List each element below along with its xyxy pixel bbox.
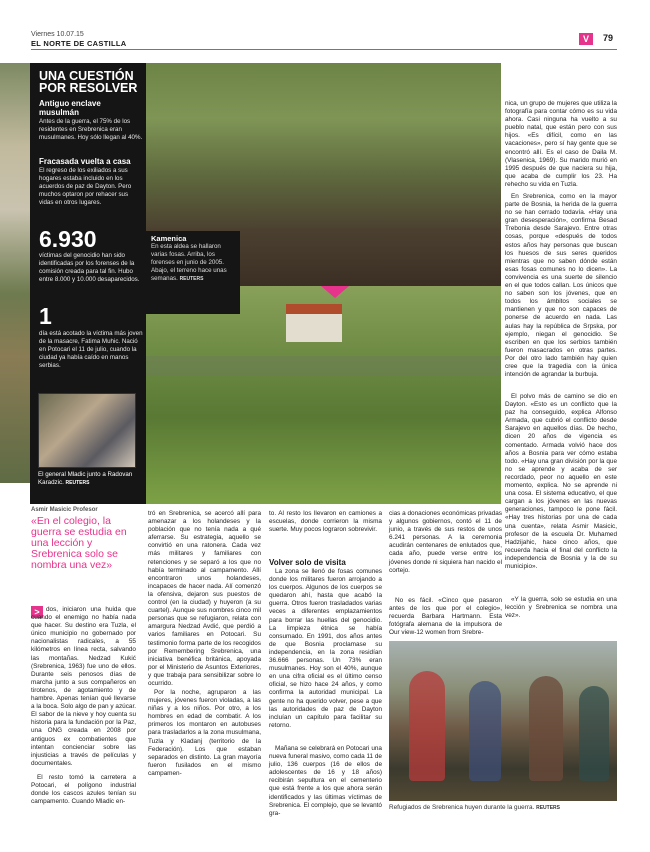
header-rule — [31, 49, 617, 50]
body-col5: nica, un grupo de mujeres que utiliza la fotografía para contar cómo es su vida ahora. Casi ninguna ha vuelto a su pueblo natal, que están pero con sus hijos. «Es difícil, como en las vacaciones», pero sí hay gente que se encontró allí. Es el caso de Daila M. (Vlasenica, 1969). Su marido murió en 1995 después de que naciera su hija, que acaba de cumplir los 23. Ha rehecho su vida en Tuzla. — [505, 100, 617, 188]
body-col4b: No es fácil. «Cinco que pasaron antes de los que por el colegio», recuerda Barbara Hartmann. Esta fotógrafa alemana de la impulsora de Our view-12 women from Srebre- — [389, 597, 502, 637]
stat1-text: víctimas del genocidio han sido identificadas por los forenses de la comisión creada para tal fin. Hubo entre 8.000 y 10.000 desaparecidos. — [39, 252, 140, 283]
refugees-caption — [389, 804, 617, 811]
field-house-shape — [286, 304, 342, 342]
pink-arrow-marker — [321, 286, 349, 298]
body-col5d: «Y la guerra, solo se estudia en una lección y Srebrenica se nombra una vez». — [505, 596, 617, 620]
body-col1b: El resto tomó la carretera a Potocari, el polígono industrial donde los cascos azules tenían su campamento. Cuando Mladic en- — [31, 774, 136, 806]
sidebar-sec1-text: Antes de la guerra, el 75% de los residentes en Srebrenica eran musulmanes. Hoy sólo llegan al 40%. — [39, 118, 143, 141]
page-date: Viernes 10.07.15 — [31, 31, 84, 38]
body-col3c: Mañana se celebrará en Potocari una nueva funeral masivo, como cada 11 de julio, 136 cuerpos (16 de ellos de adolescentes de 16 y 18 años) recibirán sepultura en el cementerio que está frente a los que ahora serán identificados y las últimas víctimas de Srebrenica. El complejo, que se levantó gra- — [269, 745, 382, 817]
page-number: 79 — [603, 33, 614, 43]
kamenica-text-body: En esta aldea se hallaron varias fosas. Arriba, los forenses en junio de 2005. Abajo, el terreno hace unas semanas. — [151, 243, 227, 282]
chevron-right-icon: > — [31, 606, 43, 618]
refugee-figure — [409, 671, 445, 781]
body-col4: cias a donaciones económicas privadas y algunos gobiernos, contó el 11 de junio, a través de sus restos de unos 6.241 personas. A la ceremonia acudirán centenares de enlutados que, cada año, puede verse entre los jóvenes donde ni siquiera han nacido el cortejo. — [389, 510, 502, 574]
sidebar-sec2-heading: Fracasada vuelta a casa — [39, 157, 131, 166]
karadzic-credit: REUTERS — [65, 480, 90, 486]
body-col1: dos, iniciaron una huida que cuando el enemigo no había nada que hacer. Su destino era Tuzla, el único municipio no gobernado por nacionalistas radicales, a 55 kilómetros en línea recta, salvando las montañas. Nedzad Kukić (Srebrenica, 1963) fue uno de ellos. Durante seis penosos días de marcha junto a sus compañeros en tirotenos, de agotamiento y de hambre. Apenas tenían qué llevarse a la boca. Solo algo de pan y azúcar. El sabor de la nieve y hoy cuenta su historia para la fundación por la Paz, una ONG creada en 2008 por antiguos ex combatientes que intentan concienciar sobre las injusticias a través de películas y documentales. — [31, 606, 136, 767]
stat2-text: día está acotado la víctima más joven de la masacre, Fatima Muhic. Nació en Potocari el 11 de julio, cuando la ciudad ya había caído en manos serbias. — [39, 330, 143, 369]
karadzic-caption-text: El general Mladic junto a Radovan Karadzic. — [38, 471, 133, 486]
subheading-volver: Volver solo de visita — [269, 558, 346, 567]
refugees-caption-text: Refugiados de Srebrenica huyen durante la guerra. — [389, 804, 535, 811]
kamenica-credit: REUTERS — [179, 276, 204, 282]
sidebar-sec1-heading: Antiguo enclave musulmán — [39, 99, 101, 117]
body-col2b: Por la noche, agruparon a las mujeres, jóvenes fueron violadas, a las niñas y a los niños. Por otro, a los hombres en edad de combatir. A los primeros los montaron en autobuses para trasladarlos a la zona musulmana, Tuzla y Kladanj (territorio de la Federación). Los que estaban separados en distinto. La gran mayoría fueron fusilados en el mismo campamen- — [148, 689, 261, 777]
kamenica-text — [151, 243, 235, 283]
refugees-credit: REUTERS — [536, 805, 560, 811]
quote-author: Asmir Masicic Profesor — [31, 507, 98, 513]
sidebar-sec2-text: El regreso de los exiliados a sus hogares estaba incluido en los acuerdos de paz de Dayton. Pero muchos optaron por rehacer sus vidas en otros lugares. — [39, 167, 132, 206]
kamenica-caption-box — [146, 231, 240, 314]
refugee-figure — [469, 681, 501, 781]
quote-text: «En el colegio, la guerra se estudia en una lección y Srebrenica solo se nombra una vez» — [31, 515, 127, 571]
stat1-value: 6.930 — [39, 226, 97, 252]
pull-quote — [31, 507, 136, 592]
section-logo: V — [579, 33, 593, 45]
refugees-photo — [389, 641, 617, 801]
body-col5b: En Srebrenica, como en la mayor parte de Bosnia, la herida de la guerra no se han cerrado todavía. «Hay una gran desesperación», confirma Besad Trebonia desde Sarajevo. Entre otras cosas, porque «después de todos estos años hay personas que buscan los huesos de sus seres queridos mientras que no saben dónde están esas fosas comunes no lo dicen». La convivencia es una suerte de silencio en el que todos callan. Los únicos que no saben son los jóvenes, que en todos los ámbitos sociales se mantienen y que no son capaces de ponerse de acuerdo en nada. Las aulas hay la república de Srpska, por ejemplo, niegan el genocidio. Se escriben en que los serbios también fueron masacrados en otras partes. Por del otro lado también hay quien cree que la tragedia con la única intención de agrandar la burbuja. — [505, 193, 617, 379]
newspaper-name: EL NORTE DE CASTILLA — [31, 39, 127, 48]
karadzic-caption — [38, 471, 142, 487]
refugee-figure — [529, 676, 563, 781]
body-col3b: La zona se llenó de fosas comunes donde los militares fueron arrojando a los cuerpos. Algunos de los cuerpos se quedaron ahí, hasta que acabó la guerra. Otros fueron trasladados varias veces a diferentes emplazamientos para borrar las huellas del genocidio. La limpieza étnica se había consumado. En 1991, dos años antes de que Bosnia proclamase su independencia, en la zona residían 36.666 personas. Un 73% eran musulmanes. Hoy son el 40%, aunque en una cifra oficial es el último censo oficial, se hizo hace 24 años, y como confirma la autoridad municipal. La gente no ha querido volver, pese a que las autoridades de paz de Dayton incluían un capítulo para facilitar su retorno. — [269, 568, 382, 729]
mladic-karadzic-photo — [38, 393, 136, 468]
kamenica-heading: Kamenica — [151, 234, 187, 243]
left-edge-photo — [0, 63, 30, 483]
stat2-value: 1 — [39, 303, 52, 329]
body-col2: tró en Srebrenica, se acercó allí para amenazar a los holandeses y la población que no tenía nada a qué aferrarse. Su estrategia, aquello se convirtió en una ratonera. Cada vez más militares y familiares con retenciones y se separó a los que no había terminado al campamento. Allí encontraron unos holandeses, incapaces de hacer nada. Alí comenzó la ofensiva, dejaron sus puestos de control (en la ciudad) y huyeron (a su cuartel). Aunque sus nombres cinco mil personas que se refugiaron, relata con amargura Nedzad Avdić, que perdió a varios familiares en Potocari. Su testimonio forma parte de los recogidos por Remembering Srebrenica, una iniciativa benéfica británica, apoyada por el Ministerio de Asuntos Exteriores, y que trabaja para sensibilizar sobre lo ocurrido. — [148, 510, 261, 687]
body-col3: to. Al resto los llevaron en camiones a escuelas, donde corrieron la misma suerte. Muy pocos lograron sobrevivir. — [269, 510, 382, 534]
sidebar-title: UNA CUESTIÓN POR RESOLVER — [39, 69, 138, 95]
refugee-figure — [579, 686, 609, 781]
body-col5c: El polvo más de camino se dio en Dayton. «Esto es un conflicto que la paz ha conseguido, explica Alfonso Armada, que cubrió el conflicto desde Sarajevo en aquellos días. De hecho, dicen 20 años de vigencia es comentado. Armada volvió hace dos años a Bosnia para ver cómo estaba todo. «Hay una gran división por la que no se aprende y acaba de ser recordado, peor no aquello en este momento, explica. No se aprende ni una cosa. El sistema educativo, el que cargan a los jóvenes en las nuevas generaciones, tampoco le pone fácil. «Hay tres historias por una de cada una cuenta», relata Asmir Masicic, profesor de la escuela Dr. Muhamed Hadzijahic, hace cinco años, que recuerda hacia el final del conflicto la independencia de Bosnia y la de su municipio». — [505, 393, 617, 570]
